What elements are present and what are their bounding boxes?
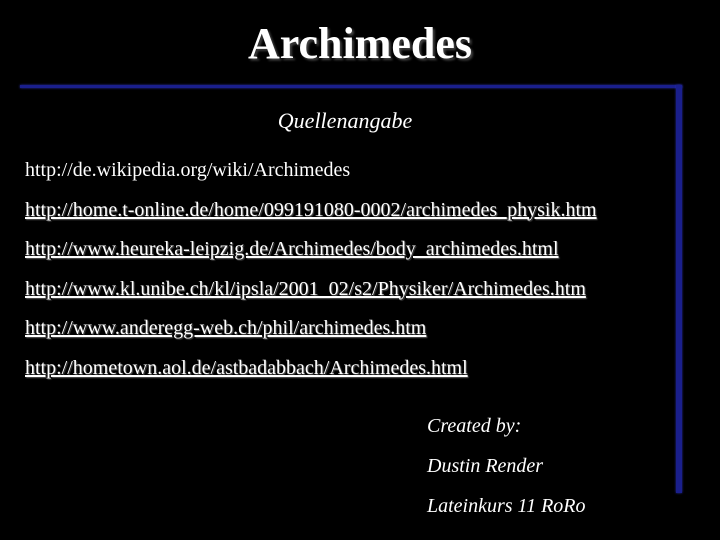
- credits-course: Lateinkurs 11 RoRo: [427, 495, 586, 517]
- source-link-6[interactable]: http://hometown.aol.de/astbadabbach/Archimedes.html: [25, 356, 468, 379]
- source-link-list: [25, 160, 597, 397]
- frame-right-border: [676, 85, 682, 493]
- credits-label: Created by:: [427, 415, 522, 437]
- credits-author: Dustin Render: [427, 455, 544, 477]
- source-link-1[interactable]: http://de.wikipedia.org/wiki/Archimedes: [25, 159, 351, 181]
- source-link-5[interactable]: http://www.anderegg-web.ch/phil/archimedes.htm: [25, 317, 427, 339]
- source-link-2[interactable]: http://home.t-online.de/home/099191080-0002/archimedes_physik.htm: [25, 198, 597, 221]
- slide-title: Archimedes: [247, 19, 473, 68]
- frame-top-border: [20, 85, 682, 88]
- source-link-3[interactable]: http://www.heureka-leipzig.de/Archimedes/body_archimedes.html: [25, 238, 559, 260]
- slide-subtitle: Quellenangabe: [277, 108, 413, 133]
- source-link-4[interactable]: http://www.kl.unibe.ch/kl/ipsla/2001_02/s2/Physiker/Archimedes.htm: [25, 277, 586, 300]
- credits-block: [427, 413, 586, 533]
